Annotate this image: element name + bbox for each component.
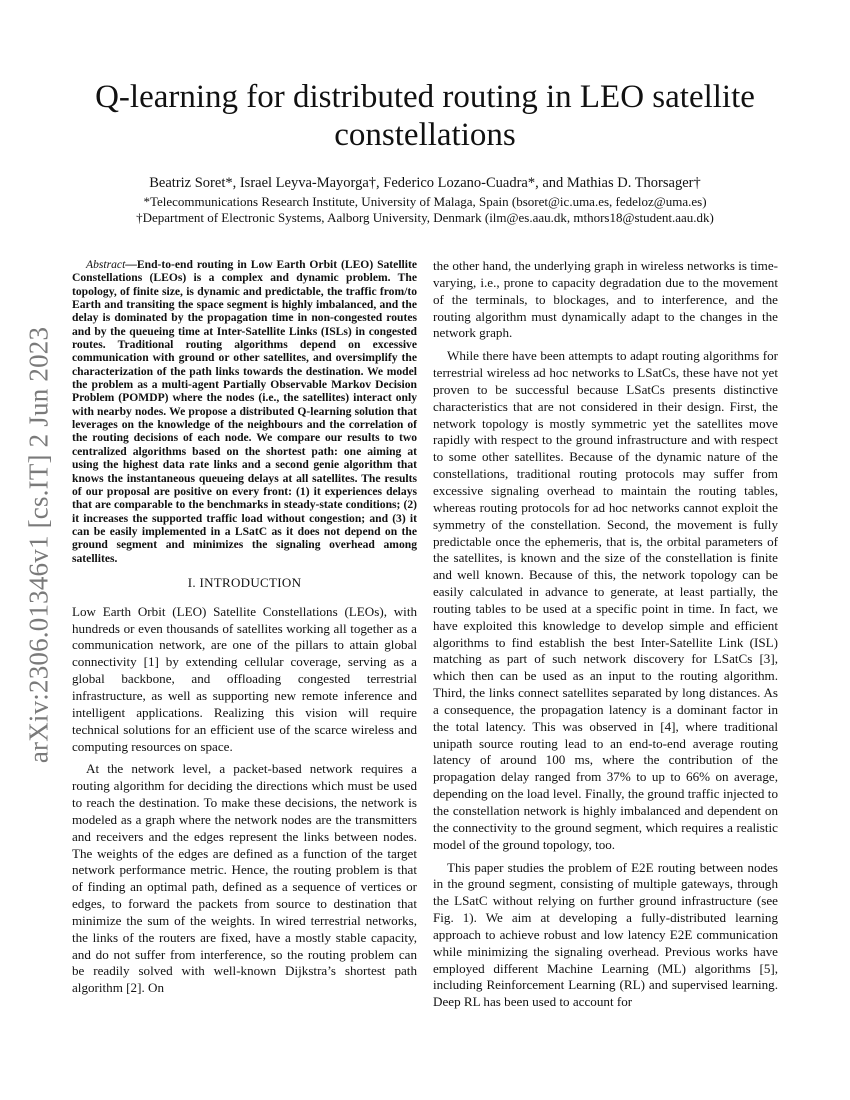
intro-paragraph-3: While there have been attempts to adapt routing algorithms for terrestrial wireless ad hoc networks to LSatCs, these have not yet proven to be successful because LSatCs presents distinctive characteristics that are not considered in their design. First, the network topology is mostly symmetric yet the satellites move rapidly with respect to the ground infrastructure and with respect to some other satellites. Because of the dynamic nature of the constellations, traditional routing protocols may suffer from excessive signaling overhead to maintain the routing tables, whereas routing protocols for ad hoc networks cannot exploit the symmetry of the constellation. Second, the movement is fully predictable once the ephemeris, that is, the orbital parameters of the satellites, is known and the size of the constellation is finite and well known. Because of this, the network topology can be easily calculated in advance to generate, at least partially, the routing tables to be used at a specific point in time. In fact, we have exploited this knowledge to develop simple and efficient algorithms to find establish the best Inter-Satellite Link (ISL) matching as part of such network discovery for LSatCs [3], which then can be used as an input to the routing algorithm. Third, the links connect satellites separated by long distances. As a consequence, the propagation latency is a dominant factor in the total latency. This was observed in [4], where traditional unipath source routing lead to an end-to-end average routing latency of around 100 ms, where the contribution of the propagation delay ranged from 37% to up to 66% on average, depending on the load level. Finally, the ground traffic injected to the constellation network is highly imbalanced and dependent on the connectivity to the ground segment, which requires a realistic model of the ground topology, too. — [433, 348, 778, 852]
intro-paragraph-1: Low Earth Orbit (LEO) Satellite Constellations (LEOs), with hundreds or even thousands of satellites working all together as a communication network, are one of the pillars to attain global connectivity [1] by extending cellular coverage, serving as a global backbone, and offloading congested terrestrial infrastructure, as well as supporting new remote inference and intelligent applications. Realizing this vision will require technical solutions for an efficient use of the scarce wireless and computing resources on space. — [72, 603, 417, 754]
intro-paragraph-4: This paper studies the problem of E2E routing between nodes in the ground segment, consisting of multiple gateways, through the LSatC without relying on further ground infrastructure (see Fig. 1). We aim at developing a fully-distributed learning approach to achieve robust and low latency E2E communication while minimizing the signaling overhead. Previous works have employed different Machine Learning (ML) algorithms [5], including Reinforcement Learning (RL) and supervised learning. Deep RL has been used to account for — [433, 859, 778, 1010]
author-list: Beatriz Soret*, Israel Leyva-Mayorga†, Federico Lozano-Cuadra*, and Mathias D. Thorsager† — [149, 175, 701, 191]
arxiv-identifier: arXiv:2306.01346v1 [cs.IT] 2 Jun 2023 — [23, 326, 54, 764]
left-column — [72, 258, 417, 997]
intro-paragraph-2: At the network level, a packet-based network requires a routing algorithm for deciding the directions which must be used to reach the destination. To make these decisions, the network is modeled as a graph where the network nodes are the transmitters and receivers and the edges represent the links between nodes. The weights of the edges are defined as a function of the target network performance metric. Hence, the routing problem is that of finding an optimal path, defined as a sequence of vertices or edges, to forward the packets from source to destination that minimize the sum of the weights. In wired terrestrial networks, the links of the routers are fixed, have a mostly stable capacity, and do not suffer from interference, so the routing problem can be readily solved with well-known Dijkstra’s shortest path algorithm [2]. On — [72, 761, 417, 996]
affiliation-malaga: *Telecommunications Research Institute, University of Malaga, Spain (bsoret@ic.uma.es, fedeloz@uma.es) — [143, 194, 707, 209]
abstract-label: Abstract — [86, 258, 126, 271]
affiliation-aalborg: †Department of Electronic Systems, Aalborg University, Denmark (ilm@es.aau.dk, mthors18@student.aau.dk) — [136, 210, 714, 225]
section-heading-introduction: I. INTRODUCTION — [187, 574, 302, 590]
intro-paragraph-2-continued: the other hand, the underlying graph in wireless networks is time-varying, i.e., prone to capacity degradation due to the movement of the terminals, to blockages, and to interference, and the routing algorithm must dynamically adapt to the changes in the network graph. — [433, 258, 778, 341]
arxiv-sidebar — [16, 315, 62, 775]
right-column — [433, 258, 778, 1011]
abstract-text: —End-to-end routing in Low Earth Orbit (LEO) Satellite Constellations (LEOs) is a complex and dynamic problem. The topology, of finite size, is dynamic and predictable, the traffic from/to Earth and transiting the space segment is highly imbalanced, and the delay is dominated by the propagation time in non-congested routes and by the queueing time at Inter-Satellite Links (ISLs) in congested routes. Traditional routing algorithms depend on excessive communication with ground or other satellites, and oversimplify the characterization of the path links towards the destination. We model the problem as a multi-agent Partially Observable Markov Decision Problem (POMDP) where the nodes (i.e., the satellites) interact only with nearby nodes. We propose a distributed Q-learning solution that leverages on the knowledge of the neighbours and the correlation of the routing decisions of each node. We compare our results to two centralized algorithms based on the shortest path: one aiming at using the highest data rate links and a second genie algorithm that knows the instantaneous queueing delays at all satellites. The results of our proposal are positive on every front: (1) it experiences delays that are comparable to the benchmarks in steady-state conditions; (2) it increases the supported traffic load without congestion; and (3) it can be easily implemented in a LSatC as it does not depend on the ground segment and minimizes the signaling overhead among satellites. — [72, 258, 417, 565]
abstract — [72, 258, 417, 565]
paper-title: Q-learning for distributed routing in LEO satellite constellations — [95, 79, 755, 153]
